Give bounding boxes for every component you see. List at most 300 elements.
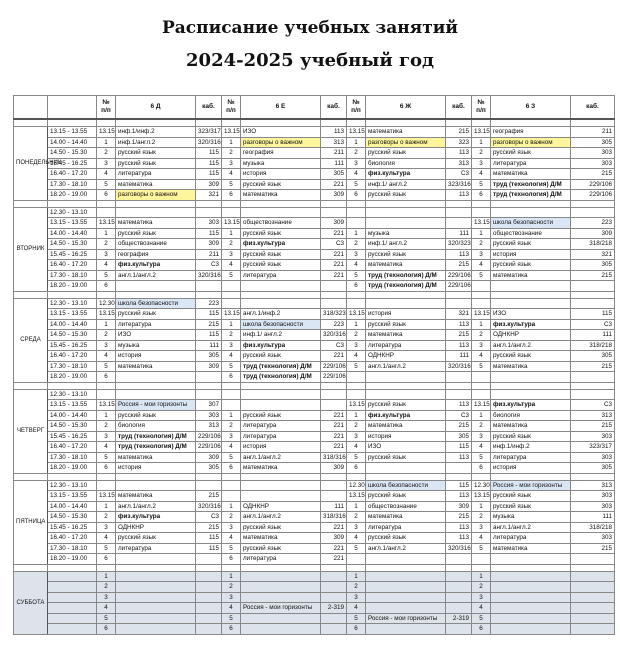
lesson-num-cell: 3: [347, 431, 366, 442]
room-cell: [446, 571, 472, 582]
room-cell: [571, 571, 615, 582]
lesson-num-cell: 5: [222, 270, 241, 281]
room-cell: 323/317: [571, 442, 615, 453]
room-cell: [446, 592, 472, 603]
table-row: [14, 158, 615, 169]
table-row: [14, 491, 615, 502]
empty-cell: [491, 564, 571, 571]
subject-cell: [366, 389, 446, 400]
room-cell: 229/106: [321, 361, 347, 372]
subject-cell: музыка: [116, 340, 196, 351]
lesson-num-cell: 3: [472, 431, 491, 442]
lesson-num-cell: 4: [472, 351, 491, 362]
lesson-num-cell: 1: [222, 571, 241, 582]
room-cell: [321, 571, 347, 582]
empty-cell: [321, 200, 347, 207]
table-row: [14, 463, 615, 474]
room-cell: 111: [321, 158, 347, 169]
empty-cell: [472, 382, 491, 389]
room-cell: [321, 613, 347, 624]
room-cell: 303: [571, 431, 615, 442]
subject-cell: обществознание: [491, 228, 571, 239]
empty-cell: [571, 564, 615, 571]
empty-cell: [196, 291, 222, 298]
subject-cell: обществознание: [241, 218, 321, 229]
room-cell: 313: [446, 158, 472, 169]
subject-cell: [491, 372, 571, 383]
subject-cell: [241, 592, 321, 603]
lesson-num-cell: 3: [222, 592, 241, 603]
lesson-num-cell: 6: [472, 624, 491, 635]
lesson-num-cell: 5: [347, 613, 366, 624]
subject-cell: ОДНКНР: [241, 501, 321, 512]
empty-cell: [366, 119, 446, 127]
room-cell: 303: [571, 158, 615, 169]
room-cell: 115: [196, 330, 222, 341]
room-cell: [196, 389, 222, 400]
room-cell: 229/106: [321, 372, 347, 383]
lesson-num-cell: 4: [472, 533, 491, 544]
lesson-num-cell: 2: [97, 330, 116, 341]
lesson-num-cell: 2: [222, 330, 241, 341]
table-row: [14, 137, 615, 148]
room-cell: [196, 571, 222, 582]
subject-cell: литература: [366, 522, 446, 533]
room-cell: 215: [446, 260, 472, 271]
lesson-num-cell: [472, 281, 491, 292]
subject-cell: русский язык: [116, 410, 196, 421]
room-cell: С3: [571, 319, 615, 330]
room-cell: 223: [571, 218, 615, 229]
subject-cell: русский язык: [366, 533, 446, 544]
time-cell: 17.30 - 18.10: [48, 361, 97, 372]
kab-header: каб.: [446, 96, 472, 120]
num-header: № п/п: [347, 96, 366, 120]
lesson-num-cell: 4: [222, 533, 241, 544]
lesson-num-cell: [347, 372, 366, 383]
room-cell: 318/323: [321, 309, 347, 320]
empty-cell: [446, 119, 472, 127]
subject-cell: русский язык: [241, 410, 321, 421]
subject-cell: [241, 624, 321, 635]
subject-cell: [116, 207, 196, 218]
lesson-num-cell: 3: [97, 340, 116, 351]
room-cell: 221: [321, 260, 347, 271]
lesson-num-cell: 1: [472, 228, 491, 239]
lesson-num-cell: 13.15: [472, 127, 491, 138]
lesson-num-cell: 1: [347, 571, 366, 582]
room-cell: 223: [321, 319, 347, 330]
room-cell: [571, 389, 615, 400]
room-cell: 303: [571, 533, 615, 544]
empty-cell: [196, 382, 222, 389]
empty-cell: [97, 564, 116, 571]
corner-cell: [14, 96, 48, 120]
room-cell: 305: [446, 431, 472, 442]
room-cell: 115: [196, 309, 222, 320]
room-cell: 305: [571, 463, 615, 474]
empty-cell: [571, 200, 615, 207]
subject-cell: [491, 207, 571, 218]
room-cell: [446, 603, 472, 614]
empty-cell: [321, 564, 347, 571]
time-cell: 12.30 - 13.10: [48, 480, 97, 491]
time-cell: [48, 603, 97, 614]
subject-cell: разговоры о важном: [241, 137, 321, 148]
room-cell: 309: [571, 228, 615, 239]
table-row: [14, 372, 615, 383]
table-row: [14, 533, 615, 544]
room-cell: С3: [446, 169, 472, 180]
lesson-num-cell: 6: [97, 190, 116, 201]
subject-cell: англ.1/инф.2: [241, 309, 321, 320]
lesson-num-cell: 1: [347, 228, 366, 239]
lesson-num-cell: 2: [472, 582, 491, 593]
room-cell: 211: [196, 249, 222, 260]
table-row: [14, 389, 615, 400]
room-cell: 113: [446, 190, 472, 201]
room-cell: [571, 592, 615, 603]
lesson-num-cell: 5: [97, 543, 116, 554]
lesson-num-cell: 4: [97, 351, 116, 362]
subject-cell: математика: [116, 361, 196, 372]
subject-cell: обществознание: [366, 501, 446, 512]
subject-cell: физ.культура: [366, 410, 446, 421]
subject-cell: англ.1/англ.2: [491, 522, 571, 533]
empty-cell: [222, 291, 241, 298]
lesson-num-cell: [222, 281, 241, 292]
room-cell: 111: [321, 501, 347, 512]
lesson-num-cell: 2: [222, 239, 241, 250]
room-cell: 318/218: [571, 522, 615, 533]
subject-cell: физ.культура: [366, 169, 446, 180]
table-row: [14, 571, 615, 582]
lesson-num-cell: 4: [222, 442, 241, 453]
empty-cell: [116, 564, 196, 571]
subject-cell: [366, 571, 446, 582]
room-cell: 309: [196, 239, 222, 250]
room-cell: 115: [196, 169, 222, 180]
subject-cell: математика: [116, 179, 196, 190]
lesson-num-cell: 3: [472, 340, 491, 351]
subject-cell: литература: [116, 319, 196, 330]
table-row: [14, 421, 615, 432]
subject-cell: [366, 298, 446, 309]
subject-cell: [491, 281, 571, 292]
empty-cell: [97, 473, 116, 480]
subject-cell: математика: [241, 190, 321, 201]
room-cell: 215: [446, 330, 472, 341]
day-separator: [14, 473, 615, 480]
lesson-num-cell: 1: [347, 410, 366, 421]
room-cell: [446, 554, 472, 565]
subject-cell: ОДНКНР: [116, 522, 196, 533]
room-cell: 113: [321, 127, 347, 138]
lesson-num-cell: 4: [472, 260, 491, 271]
room-cell: 229/106: [196, 442, 222, 453]
subject-cell: разговоры о важном: [366, 137, 446, 148]
subject-cell: география: [491, 127, 571, 138]
table-row: [14, 501, 615, 512]
day-label: ПОНЕДЕЛЬНИК: [14, 127, 48, 201]
subject-cell: [366, 624, 446, 635]
lesson-num-cell: 4: [472, 603, 491, 614]
subject-cell: [241, 389, 321, 400]
room-cell: 303: [571, 501, 615, 512]
subject-cell: история: [241, 169, 321, 180]
subject-cell: [241, 491, 321, 502]
empty-cell: [347, 564, 366, 571]
lesson-num-cell: 2: [222, 512, 241, 523]
room-cell: 221: [321, 249, 347, 260]
lesson-num-cell: 3: [97, 431, 116, 442]
lesson-num-cell: 13.15: [472, 400, 491, 411]
subject-cell: [116, 624, 196, 635]
empty-cell: [321, 291, 347, 298]
lesson-num-cell: 2: [472, 421, 491, 432]
subject-cell: музыка: [241, 158, 321, 169]
lesson-num-cell: 4: [97, 603, 116, 614]
lesson-num-cell: 3: [347, 340, 366, 351]
lesson-num-cell: 1: [222, 137, 241, 148]
subject-cell: [116, 592, 196, 603]
room-cell: [571, 613, 615, 624]
empty-cell: [116, 119, 196, 127]
room-cell: 221: [321, 543, 347, 554]
subject-cell: [116, 372, 196, 383]
room-cell: [196, 624, 222, 635]
room-cell: 318/218: [571, 340, 615, 351]
empty-cell: [347, 119, 366, 127]
subject-cell: инф.1/ англ.2: [366, 239, 446, 250]
subject-cell: [116, 603, 196, 614]
table-row: [14, 512, 615, 523]
empty-cell: [366, 291, 446, 298]
subject-cell: ИЗО: [366, 442, 446, 453]
room-cell: С3: [196, 512, 222, 523]
lesson-num-cell: [222, 389, 241, 400]
table-row: [14, 410, 615, 421]
subject-cell: физ.культура: [116, 512, 196, 523]
subject-cell: биология: [116, 421, 196, 432]
lesson-num-cell: 2: [97, 421, 116, 432]
subject-cell: литература: [241, 421, 321, 432]
room-cell: 229/106: [446, 270, 472, 281]
lesson-num-cell: 3: [472, 158, 491, 169]
lesson-num-cell: 4: [222, 260, 241, 271]
room-cell: 111: [446, 228, 472, 239]
page-title: Расписание учебных занятий: [162, 18, 458, 38]
room-cell: 215: [571, 169, 615, 180]
subject-cell: англ.1/англ.2: [366, 543, 446, 554]
lesson-num-cell: 3: [347, 592, 366, 603]
room-cell: 2-319: [321, 603, 347, 614]
table-row: [14, 207, 615, 218]
lesson-num-cell: 5: [347, 452, 366, 463]
lesson-num-cell: 13.15: [97, 218, 116, 229]
subject-cell: [491, 603, 571, 614]
subject-cell: ИЗО: [241, 127, 321, 138]
lesson-num-cell: [347, 218, 366, 229]
lesson-num-cell: 3: [222, 249, 241, 260]
room-cell: 305: [196, 351, 222, 362]
room-cell: [321, 207, 347, 218]
room-cell: 321: [571, 249, 615, 260]
room-cell: 229/106: [196, 431, 222, 442]
subject-cell: [366, 207, 446, 218]
empty-cell: [347, 200, 366, 207]
lesson-num-cell: 5: [222, 179, 241, 190]
table-row: [14, 228, 615, 239]
room-cell: 313: [571, 410, 615, 421]
room-cell: 303: [571, 148, 615, 159]
subject-cell: [116, 480, 196, 491]
lesson-num-cell: 5: [97, 270, 116, 281]
subject-cell: литература: [366, 340, 446, 351]
empty-cell: [491, 382, 571, 389]
time-cell: 12.30 - 13.10: [48, 298, 97, 309]
subject-cell: русский язык: [241, 228, 321, 239]
room-cell: 215: [446, 421, 472, 432]
table-row: [14, 190, 615, 201]
lesson-num-cell: 5: [472, 613, 491, 624]
subject-cell: математика: [241, 463, 321, 474]
empty-cell: [571, 382, 615, 389]
room-cell: 221: [321, 179, 347, 190]
subject-cell: математика: [116, 491, 196, 502]
room-cell: 215: [446, 127, 472, 138]
time-cell: 12.30 - 13.10: [48, 389, 97, 400]
subject-cell: биология: [366, 158, 446, 169]
table-row: [14, 442, 615, 453]
lesson-num-cell: [97, 389, 116, 400]
room-cell: 309: [196, 361, 222, 372]
empty-cell: [196, 564, 222, 571]
room-cell: 309: [321, 533, 347, 544]
time-cell: [48, 582, 97, 593]
lesson-num-cell: 3: [472, 592, 491, 603]
table-row: [14, 169, 615, 180]
subject-cell: Россия - мои горизонты: [241, 603, 321, 614]
room-cell: 303: [196, 218, 222, 229]
subject-cell: [241, 400, 321, 411]
lesson-num-cell: 6: [97, 554, 116, 565]
subject-cell: [491, 582, 571, 593]
lesson-num-cell: [472, 554, 491, 565]
class-header: 6 Ж: [366, 96, 446, 120]
subject-cell: математика: [366, 512, 446, 523]
room-cell: 318/218: [571, 239, 615, 250]
empty-cell: [14, 291, 48, 298]
kab-header: каб.: [196, 96, 222, 120]
lesson-num-cell: 4: [97, 442, 116, 453]
time-cell: 16.40 - 17.20: [48, 351, 97, 362]
num-header: № п/п: [472, 96, 491, 120]
table-row: [14, 480, 615, 491]
lesson-num-cell: 13.15: [347, 309, 366, 320]
room-cell: 113: [446, 249, 472, 260]
room-cell: 320/316: [196, 270, 222, 281]
room-cell: 113: [446, 319, 472, 330]
subject-cell: русский язык: [366, 400, 446, 411]
lesson-num-cell: 2: [97, 512, 116, 523]
subject-cell: география: [116, 249, 196, 260]
subject-cell: ИЗО: [116, 330, 196, 341]
lesson-num-cell: 5: [472, 270, 491, 281]
lesson-num-cell: 5: [347, 179, 366, 190]
day-label: СРЕДА: [14, 298, 48, 382]
subject-cell: [366, 582, 446, 593]
room-cell: 313: [321, 137, 347, 148]
room-cell: [196, 582, 222, 593]
empty-cell: [14, 200, 48, 207]
room-cell: 309: [321, 190, 347, 201]
room-cell: [196, 281, 222, 292]
lesson-num-cell: 13.15: [97, 400, 116, 411]
room-cell: 113: [446, 400, 472, 411]
subject-cell: Россия - мои горизонты: [116, 400, 196, 411]
subject-cell: русский язык: [116, 148, 196, 159]
lesson-num-cell: 6: [347, 190, 366, 201]
room-cell: 111: [446, 351, 472, 362]
subject-cell: русский язык: [116, 533, 196, 544]
lesson-num-cell: [347, 389, 366, 400]
room-cell: [196, 554, 222, 565]
lesson-num-cell: 12.30: [472, 480, 491, 491]
lesson-num-cell: 13.15: [347, 400, 366, 411]
subject-cell: русский язык: [491, 491, 571, 502]
subject-cell: русский язык: [241, 260, 321, 271]
room-cell: 229/106: [571, 190, 615, 201]
lesson-num-cell: 5: [347, 361, 366, 372]
time-cell: 18.20 - 19.00: [48, 372, 97, 383]
room-cell: 320/316: [196, 137, 222, 148]
subject-cell: математика: [491, 169, 571, 180]
time-cell: 15.45 - 16.25: [48, 522, 97, 533]
lesson-num-cell: 4: [347, 169, 366, 180]
room-cell: [571, 298, 615, 309]
day-separator: [14, 200, 615, 207]
subject-cell: [366, 372, 446, 383]
lesson-num-cell: 1: [97, 319, 116, 330]
lesson-num-cell: 1: [472, 571, 491, 582]
lesson-num-cell: 3: [222, 340, 241, 351]
room-cell: С3: [446, 410, 472, 421]
time-cell: 17.30 - 18.10: [48, 270, 97, 281]
lesson-num-cell: 5: [472, 179, 491, 190]
empty-cell: [366, 382, 446, 389]
time-cell: 14.50 - 15.30: [48, 512, 97, 523]
subject-cell: русский язык: [366, 190, 446, 201]
subject-cell: [491, 571, 571, 582]
subject-cell: литература: [241, 431, 321, 442]
room-cell: 309: [321, 463, 347, 474]
subject-cell: русский язык: [366, 148, 446, 159]
empty-cell: [472, 119, 491, 127]
subject-cell: русский язык: [116, 158, 196, 169]
subject-cell: математика: [366, 421, 446, 432]
lesson-num-cell: [347, 207, 366, 218]
lesson-num-cell: 5: [222, 543, 241, 554]
room-cell: 221: [321, 410, 347, 421]
lesson-num-cell: 1: [222, 228, 241, 239]
lesson-num-cell: 2: [472, 148, 491, 159]
empty-cell: [321, 119, 347, 127]
time-cell: 13.15 - 13.55: [48, 400, 97, 411]
lesson-num-cell: 4: [222, 603, 241, 614]
subject-cell: труд (технология) Д/М: [366, 281, 446, 292]
lesson-num-cell: 4: [97, 260, 116, 271]
